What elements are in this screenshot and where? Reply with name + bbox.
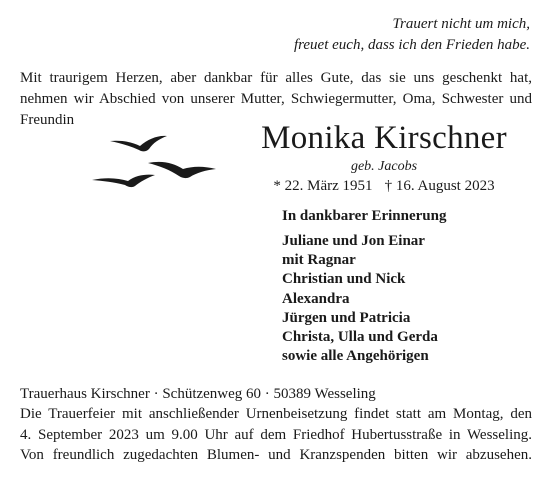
quote xyxy=(170,14,530,56)
mourning-house-address: Trauerhaus Kirschner · Schützenweg 60 · 50389 Wesseling xyxy=(20,386,376,402)
quote-line: freuet euch, dass ich den Frieden habe. xyxy=(293,37,530,53)
bird-icon xyxy=(148,162,216,178)
bird-icon xyxy=(110,136,167,152)
intro-text: Mit traurigem Herzen, aber dankbar für alles Gute, das sie uns geschenkt hat, nehmen wir Abschied von unserer Mutter, Schwiegermutter, Oma, Schwester und Freundin xyxy=(20,70,532,128)
quote-line: Trauert nicht um mich, xyxy=(392,16,530,32)
bird-icon xyxy=(92,175,155,187)
deceased-name: Monika Kirschner xyxy=(261,120,507,156)
maiden-name: geb. Jacobs xyxy=(350,159,418,174)
funeral-service-text xyxy=(20,404,532,466)
bereaved-name: Christa, Ulla und Gerda xyxy=(282,329,438,346)
bereaved-name: sowie alle Angehörigen xyxy=(282,348,429,365)
birth-date: * 22. März 1951 xyxy=(273,178,373,194)
bereaved-name: Christian und Nick xyxy=(282,271,406,288)
bereaved-heading: In dankbarer Erinnerung xyxy=(282,208,447,224)
bereaved-name: Jürgen und Patricia xyxy=(282,309,411,326)
service-line: Die Trauerfeier mit anschließender Urnenbeisetzung findet statt am Montag, den xyxy=(20,406,532,422)
death-date: † 16. August 2023 xyxy=(384,178,495,194)
bereaved-name: Alexandra xyxy=(282,290,350,307)
service-line: 4. September 2023 um 9.00 Uhr auf dem Friedhof Hubertusstraße in Wesseling. xyxy=(20,426,532,443)
flying-birds-icon xyxy=(92,130,232,190)
life-dates xyxy=(236,176,532,196)
service-line: Von freundlich zugedachten Blumen- und Kranzspenden bitten wir abzusehen. xyxy=(20,447,532,463)
bereaved-list xyxy=(282,206,532,366)
bereaved-name: mit Ragnar xyxy=(282,252,356,269)
bereaved-name: Juliane und Jon Einar xyxy=(282,233,425,249)
